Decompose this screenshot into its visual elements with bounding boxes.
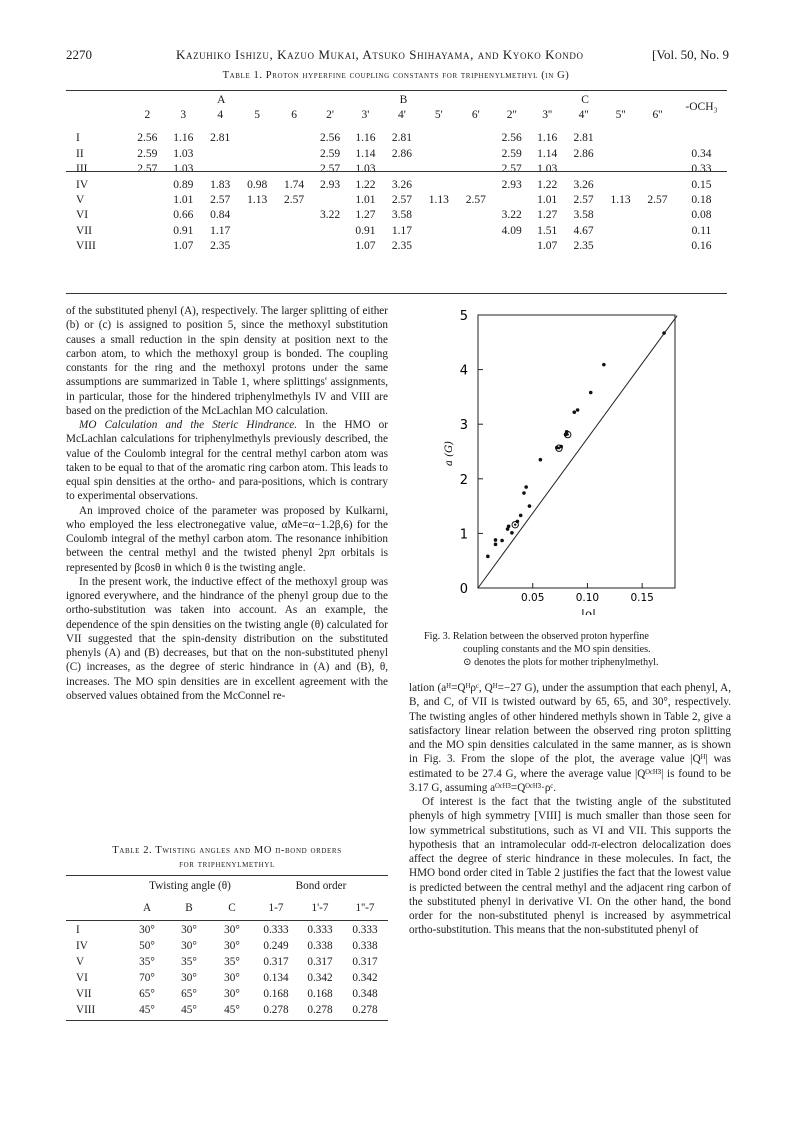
- table-cell: [494, 192, 529, 207]
- table1-column-header: 2'': [506, 109, 517, 122]
- table1-column-header: 6': [471, 109, 480, 122]
- table-cell: 1.17: [391, 224, 412, 237]
- table2-column-header: 1'-7: [311, 902, 329, 914]
- table-cell: [276, 223, 313, 238]
- section-heading: MO Calculation and the Steric Hindrance.: [79, 419, 298, 431]
- table-cell: 1.07: [355, 240, 376, 253]
- table-cell: [239, 223, 276, 238]
- table-cell: 1.16: [355, 132, 376, 145]
- table-row: [66, 146, 727, 161]
- y-axis-label: a (G): [444, 441, 455, 466]
- table-cell: 1.03: [355, 163, 376, 176]
- table-cell: 1.01: [537, 194, 558, 207]
- data-point: [500, 539, 504, 543]
- data-point: [539, 458, 543, 462]
- table-cell: [276, 239, 313, 254]
- table1-column-header-row: [66, 107, 727, 122]
- table-cell: 0.15: [691, 178, 712, 191]
- table-cell: 1.01: [355, 194, 376, 207]
- table1-top-rule: [66, 90, 727, 91]
- mother-point-dot: [567, 433, 569, 435]
- table1-column-header: 4'': [578, 109, 589, 122]
- mother-point-dot: [514, 523, 516, 525]
- table-cell: [276, 208, 313, 223]
- table-cell: [383, 162, 420, 177]
- table-cell: 0.333: [352, 924, 378, 936]
- table-cell: 2.57: [647, 194, 668, 207]
- table-cell: 0.278: [352, 1004, 378, 1016]
- x-axis-label: |ρ|: [580, 607, 597, 615]
- page-number: 2270: [66, 47, 92, 62]
- figure3: [430, 305, 730, 615]
- table-cell: 0.278: [263, 1004, 289, 1016]
- table-cell: [602, 162, 639, 177]
- paragraph: [66, 418, 388, 504]
- table2-column-header: B: [185, 902, 193, 914]
- data-point: [519, 514, 523, 518]
- table-cell: [639, 208, 676, 223]
- table-cell: 2.35: [573, 240, 594, 253]
- table-cell: 2.59: [319, 147, 341, 160]
- table-cell: 0.66: [173, 209, 194, 222]
- table-cell: 1.16: [537, 132, 558, 145]
- y-tick-label: 4: [459, 363, 468, 379]
- table-cell: 3.22: [501, 209, 522, 222]
- table-row: [66, 970, 388, 986]
- table2-column-header: 1-7: [268, 902, 284, 914]
- table-cell: [420, 123, 457, 146]
- y-tick-label: 5: [459, 309, 468, 324]
- data-point: [507, 525, 511, 529]
- row-label: I: [76, 924, 80, 936]
- table2: [66, 878, 388, 1018]
- table-cell: 2.81: [391, 132, 412, 145]
- table-cell: 2.57: [465, 194, 486, 207]
- table-cell: 2.59: [137, 147, 158, 160]
- table-cell: 0.91: [355, 224, 376, 237]
- table-cell: 1.16: [173, 132, 194, 145]
- table1-group-a: A: [217, 93, 226, 106]
- table-cell: 1.13: [247, 194, 268, 207]
- table-cell: [602, 177, 639, 192]
- table-cell: 2.93: [319, 178, 341, 191]
- data-point: [576, 408, 580, 412]
- mother-point-dot: [558, 447, 560, 449]
- figure3-caption-line3: ⊙ denotes the plots for mother triphenylmethyl.: [463, 657, 659, 668]
- table1-column-header: 3': [361, 109, 370, 122]
- table-cell: 3.58: [573, 209, 594, 222]
- table-cell: 2.57: [573, 194, 594, 207]
- row-label: VII: [76, 224, 92, 237]
- paragraph: An improved choice of the parameter was proposed by Kulkarni, who employed the less electronegative value, αMe=α−1.2β,6) for the Coulomb integral of the methyl carbon atom. The resonance inhibition between the central methyl and the twisted phenyl 2pπ orbitals is represented by βcosθ in which θ is the twisting angle.: [66, 504, 388, 574]
- table-row: [66, 954, 388, 970]
- table1-column-header: 6'': [652, 109, 663, 122]
- table1: [66, 92, 727, 254]
- row-label: VII: [76, 988, 92, 1000]
- table-cell: 2.56: [501, 132, 522, 145]
- table-cell: 2.57: [137, 163, 158, 176]
- table1-column-header: 2: [144, 109, 151, 122]
- x-tick-label: 0.15: [630, 592, 654, 604]
- table-cell: [276, 146, 313, 161]
- table-cell: 0.317: [263, 956, 289, 968]
- table-cell: 1.51: [537, 224, 558, 237]
- table2-header-rule: [66, 920, 388, 921]
- data-point: [522, 491, 526, 495]
- table-cell: [494, 239, 529, 254]
- table-cell: 1.03: [173, 147, 194, 160]
- table-cell: 1.13: [428, 194, 449, 207]
- table-cell: 3.58: [391, 209, 412, 222]
- table-cell: 1.27: [355, 209, 376, 222]
- y-tick-label: 2: [459, 472, 468, 488]
- table-cell: 0.91: [173, 224, 194, 237]
- table-cell: 0.134: [263, 972, 289, 984]
- table-cell: 1.14: [537, 147, 558, 160]
- y-tick-label: 3: [459, 418, 468, 434]
- table-cell: 0.342: [352, 972, 378, 984]
- table-cell: 3.26: [391, 178, 412, 191]
- table-cell: 2.35: [391, 240, 412, 253]
- table1-column-header: 5'': [615, 109, 626, 122]
- table-cell: 50°: [139, 940, 155, 952]
- table-cell: 0.11: [691, 224, 712, 237]
- table-cell: [420, 162, 457, 177]
- table-cell: 0.33: [691, 163, 712, 176]
- table1-column-header: 2': [326, 109, 334, 122]
- table-cell: 4.67: [573, 224, 594, 237]
- table1-column-header: 6: [291, 109, 297, 122]
- data-point: [486, 555, 490, 559]
- table-cell: [457, 123, 494, 146]
- table-cell: 2.57: [319, 163, 341, 176]
- table-cell: [239, 208, 276, 223]
- row-label: VI: [76, 972, 88, 984]
- table1-group-c: C: [581, 93, 589, 106]
- x-tick-label: 0.05: [521, 592, 545, 604]
- table-cell: [202, 162, 239, 177]
- table-cell: [130, 192, 165, 207]
- table-cell: 0.338: [307, 940, 333, 952]
- table-row: [66, 938, 388, 954]
- running-header-volume: [Vol. 50, No. 9: [652, 47, 730, 62]
- table-cell: 30°: [181, 972, 197, 984]
- table-cell: 0.08: [691, 209, 712, 222]
- table-cell: [130, 223, 165, 238]
- table-cell: 65°: [139, 988, 155, 1000]
- table-row: [66, 123, 727, 146]
- table-cell: 2.57: [391, 194, 412, 207]
- paragraph-text: In the HMO or McLachlan calculations for triphenylmethyls previously described, the value of the Coulomb integral for the central methyl carbon atom was taken to be equal to that of the aromatic ring carbon atom. This leads to equal spin densities at the ortho- and para-positions, which is contrary to experimental observations.: [66, 419, 389, 503]
- table-cell: 0.18: [691, 194, 712, 207]
- table1-column-header: 5': [434, 109, 443, 122]
- data-point: [528, 504, 532, 508]
- table-cell: [602, 208, 639, 223]
- table-cell: 0.333: [307, 924, 333, 936]
- table-cell: 0.84: [210, 209, 231, 222]
- table-cell: 30°: [224, 940, 240, 952]
- table-cell: 45°: [139, 1004, 155, 1016]
- table1-group-header-row: [66, 92, 727, 107]
- table2-group-header-row: [66, 878, 388, 894]
- table-cell: 30°: [224, 972, 240, 984]
- table-cell: 2.57: [284, 194, 305, 207]
- paragraph: In the present work, the inductive effect of the methoxyl group was ignored everywhere, and the hindrance of the phenyl group due to the ortho-substitution was taken into account. As an example, the dependence of the spin densities on the twisting angle (θ) calculated for VII suggested that the spin-density distribution on the substituted phenyls (A) and (B) decreases, but that on the non-substituted phenyl (C) increases, as the degree of steric hindrance in (A) and (B), θ, increases. The MO spin densities are in excellent agreement with the observed values obtained from the McConnel re-: [66, 575, 388, 702]
- table2-caption-line1: Table 2. Twisting angles and MO π-bond orders: [112, 845, 342, 856]
- table-row: [66, 162, 727, 177]
- table2-column-header-row: [66, 894, 388, 916]
- table-cell: [602, 123, 639, 146]
- y-tick-label: 0: [459, 582, 468, 597]
- row-label: II: [76, 147, 84, 160]
- table1-column-header: 5: [254, 109, 261, 122]
- table-cell: 2.93: [501, 178, 522, 191]
- row-label: VIII: [76, 240, 96, 253]
- table-cell: [676, 123, 727, 146]
- table-cell: 30°: [181, 940, 197, 952]
- table1-column-header: 4: [217, 109, 224, 122]
- figure3-caption-line1: Fig. 3. Relation between the observed proton hyperfine: [424, 631, 649, 642]
- table2-bottom-rule: [66, 1020, 388, 1021]
- table-cell: 0.16: [691, 240, 712, 253]
- y-tick-label: 1: [459, 527, 468, 543]
- table-cell: 0.249: [263, 940, 289, 952]
- table1-caption: Table 1. Proton hyperfine coupling constants for triphenylmethyl (in G): [222, 70, 570, 81]
- table2-column-header: 1''-7: [355, 902, 375, 914]
- table-cell: [313, 192, 348, 207]
- table-cell: [420, 146, 457, 161]
- table-cell: 0.317: [307, 956, 333, 968]
- table2-caption-line2: for triphenylmethyl: [179, 859, 275, 870]
- table-cell: [639, 239, 676, 254]
- table-cell: [602, 239, 639, 254]
- table2-column-header: A: [142, 902, 152, 914]
- table1-group-och3: -OCH₃: [685, 101, 718, 114]
- table-cell: [130, 239, 165, 254]
- table-cell: [420, 177, 457, 192]
- figure3-caption: [424, 630, 728, 669]
- left-column-text: [66, 304, 388, 703]
- table-cell: [639, 177, 676, 192]
- table-cell: [639, 223, 676, 238]
- table-cell: [457, 239, 494, 254]
- table-cell: [276, 162, 313, 177]
- table-cell: 0.98: [247, 178, 268, 191]
- table-cell: 2.56: [319, 132, 341, 145]
- data-point: [662, 331, 666, 335]
- table-cell: [602, 223, 639, 238]
- table-cell: [457, 208, 494, 223]
- table-row: [66, 239, 727, 254]
- table-cell: 2.86: [573, 147, 594, 160]
- table-cell: [457, 177, 494, 192]
- table-cell: 2.86: [391, 147, 412, 160]
- scatter-chart: [430, 305, 730, 615]
- table-cell: 1.27: [537, 209, 558, 222]
- table-row: [66, 986, 388, 1002]
- table-cell: 1.07: [173, 240, 194, 253]
- table-cell: [420, 223, 457, 238]
- table-cell: 2.81: [210, 132, 231, 145]
- table-cell: 0.278: [307, 1004, 333, 1016]
- table-cell: 0.342: [307, 972, 333, 984]
- table-cell: [130, 177, 165, 192]
- data-point: [602, 363, 606, 367]
- row-label: V: [76, 194, 85, 207]
- data-point: [573, 410, 577, 414]
- table-row: [66, 1002, 388, 1018]
- table-cell: 1.17: [210, 224, 231, 237]
- table-cell: [565, 162, 602, 177]
- table1-column-header: 4': [397, 109, 406, 122]
- data-point: [494, 543, 498, 547]
- table-cell: 1.14: [355, 147, 376, 160]
- table-row: [66, 192, 727, 207]
- table2-top-rule: [66, 875, 388, 876]
- data-point: [494, 538, 498, 542]
- table-cell: 0.317: [352, 956, 378, 968]
- paragraph: of the substituted phenyl (A), respectively. The larger splitting of either (b) or (c) is assigned to position 5, since the methoxyl substitution causes a small reduction in the spin density at position next to the carbon atom, to which the methoxyl group is bonded. The coupling constants for the ring and the methoxyl protons under the same assumptions are summarized in Table 1, where splittings' assignments, in particular, those for the hindered triphenylmethyls IV and VIII are based on the prediction of the McLachlan MO calculation.: [66, 305, 388, 417]
- data-point: [524, 485, 528, 489]
- row-label: I: [76, 132, 80, 145]
- table-cell: 2.59: [501, 147, 522, 160]
- table-cell: 30°: [139, 924, 155, 936]
- table-cell: 65°: [181, 988, 197, 1000]
- figure3-caption-line2: coupling constants and the MO spin densities.: [463, 644, 651, 655]
- table-cell: [202, 146, 239, 161]
- table-cell: 2.57: [210, 194, 231, 207]
- table-cell: 0.338: [352, 940, 378, 952]
- table-cell: 0.89: [173, 178, 194, 191]
- table-cell: 30°: [224, 988, 240, 1000]
- table-cell: [313, 223, 348, 238]
- x-tick-label: 0.10: [575, 592, 600, 604]
- table-cell: 2.81: [573, 132, 594, 145]
- table-cell: 0.333: [263, 924, 289, 936]
- row-label: IV: [76, 940, 88, 952]
- table-cell: [239, 162, 276, 177]
- table-cell: 1.13: [610, 194, 631, 207]
- table1-header-rule: [66, 171, 727, 172]
- table-row: [66, 223, 727, 238]
- table-cell: [276, 123, 313, 146]
- table-cell: 0.348: [352, 988, 378, 1000]
- table-cell: 70°: [139, 972, 155, 984]
- table1-column-header: 3: [180, 109, 187, 122]
- table1-bottom-rule: [66, 293, 727, 294]
- table-cell: [130, 208, 165, 223]
- table2-group-bond-order: Bond order: [295, 880, 347, 892]
- table-cell: 35°: [224, 956, 240, 968]
- table-cell: 0.168: [307, 988, 333, 1000]
- table-cell: 2.35: [210, 240, 231, 253]
- table-cell: 1.83: [210, 178, 231, 191]
- table-cell: 30°: [224, 924, 240, 936]
- table2-group-twisting: Twisting angle (θ): [149, 880, 231, 892]
- paragraph: lation (aᴴ=Qᴴρᶜ, Qᴴ=−27 G), under the assumption that each phenyl, A, B, and C, of VII is twisted outward by 65, 65, and 30°, respectively. The twisting angles of other hindered methyls shown in Table 2, give a satisfactory linear relation between the observed ring proton splitting and the MO spin densities calculated in the same manner, as is shown in Fig. 3. From the slope of the plot, the average value |Qᴴ| was estimated to be 27.4 G, where the average value |Qᴼᶜᴴ³| is found to be 3.17 G, assuming aᴼᶜᴴ³=Qᴼᶜᴴ³·ρᶜ.: [409, 682, 731, 794]
- table-cell: [457, 223, 494, 238]
- table-row: [66, 208, 727, 223]
- data-point: [510, 531, 514, 535]
- table-cell: 3.22: [319, 209, 341, 222]
- table-cell: 2.57: [501, 163, 522, 176]
- running-header-authors: Kazuhiko Ishizu, Kazuo Mukai, Atsuko Shihayama, and Kyoko Kondo: [176, 47, 584, 62]
- table-cell: 1.07: [537, 240, 558, 253]
- row-label: III: [76, 163, 88, 176]
- table-cell: 3.26: [573, 178, 594, 191]
- table-cell: 45°: [224, 1004, 240, 1016]
- table-cell: 1.03: [173, 163, 194, 176]
- table-cell: 1.74: [284, 178, 305, 191]
- table-cell: [239, 123, 276, 146]
- row-label: VIII: [76, 1004, 96, 1016]
- table-cell: 45°: [181, 1004, 197, 1016]
- table-cell: 1.01: [173, 194, 194, 207]
- table-cell: 0.168: [263, 988, 289, 1000]
- table2-column-header: C: [228, 902, 236, 914]
- table-cell: [313, 239, 348, 254]
- right-column-text: [409, 681, 731, 938]
- table-cell: 30°: [181, 924, 197, 936]
- table-cell: 1.22: [355, 178, 376, 191]
- table-cell: 4.09: [501, 224, 522, 237]
- table-cell: [639, 146, 676, 161]
- table-cell: [602, 146, 639, 161]
- table-cell: 1.22: [537, 178, 558, 191]
- row-label: IV: [76, 178, 89, 191]
- table-cell: [239, 146, 276, 161]
- table-cell: [457, 146, 494, 161]
- row-label: V: [76, 956, 85, 968]
- table-cell: [420, 239, 457, 254]
- table-cell: [457, 162, 494, 177]
- table-cell: [239, 239, 276, 254]
- data-point: [589, 391, 593, 395]
- table-cell: 2.56: [137, 132, 158, 145]
- table-cell: [639, 123, 676, 146]
- table1-group-b: B: [399, 93, 408, 106]
- fit-line: [478, 316, 677, 588]
- paragraph: Of interest is the fact that the twisting angle of the substituted phenyls of high symmetry [VIII] is much smaller than those seen for low symmetrical substitutions, such as VI and VII. This supports the hypothesis that an intramolecular odd-π-electron delocalization does affect the degree of steric hindrance in these molecules. In fact, the HMO bond order cited in Table 2 justifies the fact that the lowest value is predicted between the central methyl and the adjacent ring carbon of the substituted phenyl in derivative VI. On the other hand, the bond order for the non-substituted phenyl is increased by asymmetrical ortho-substitution. This means that the non-substituted phenyl of: [409, 796, 731, 937]
- table-row: [66, 177, 727, 192]
- table-cell: 1.03: [537, 163, 558, 176]
- table-cell: [420, 208, 457, 223]
- row-label: VI: [76, 209, 89, 222]
- table-cell: 0.34: [691, 147, 712, 160]
- table-cell: 35°: [139, 956, 155, 968]
- table-cell: 35°: [181, 956, 197, 968]
- table1-column-header: 3'': [542, 109, 553, 122]
- table-cell: [639, 162, 676, 177]
